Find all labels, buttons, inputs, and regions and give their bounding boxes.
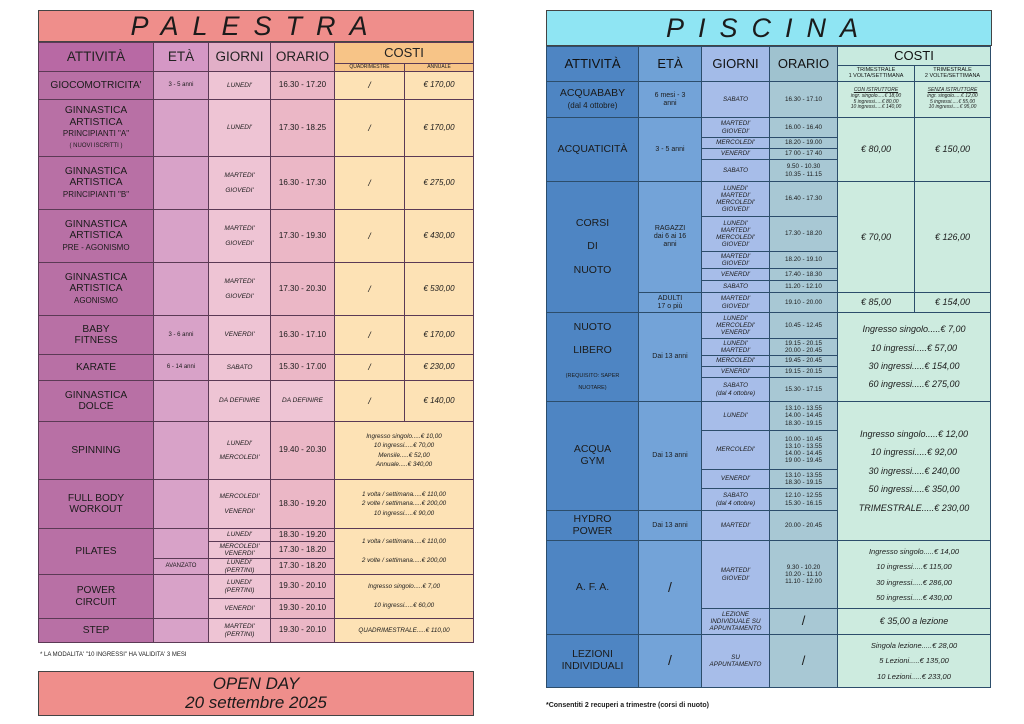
cost-trim1: € 70,00 (838, 182, 915, 293)
age (154, 619, 209, 643)
table-row (39, 100, 474, 157)
days: SABATO (209, 355, 271, 381)
cost-list: 1 volta / settimana.....€ 110,00 2 volte / settimana.....€ 200,00 10 ingressi.....€ 90,00 (335, 480, 474, 529)
table-row (39, 619, 474, 643)
header-costi: COSTI (838, 47, 991, 66)
palestra-header-row (39, 43, 474, 64)
table-row (39, 355, 474, 381)
time: 17 00 - 17 40 (770, 149, 838, 160)
days: LUNEDI' MARTEDI' MERCOLEDI' GIOVEDI' (702, 217, 770, 252)
days: LUNEDI' (PERTINI) (209, 575, 271, 599)
cost-list: Ingresso singolo.....€ 14,00 10 ingressi.....€ 115,00 30 ingressi.....€ 286,00 50 ingressi.....€ 430,00 (838, 541, 991, 609)
days: MARTEDI' GIOVEDI' (702, 118, 770, 138)
activity-name: GINNASTICA ARTISTICA PRE - AGONISMO (39, 210, 154, 263)
time: 12.10 - 12.55 15.30 - 16.15 (770, 489, 838, 511)
cost-annuale: € 170,00 (405, 72, 474, 100)
age: 3 - 5 anni (639, 118, 702, 182)
cost-annuale: € 275,00 (405, 157, 474, 210)
open-day-label: OPEN DAY (212, 673, 300, 693)
cost-trim2: € 126,00 (915, 182, 991, 293)
age (154, 381, 209, 422)
cost-trim2: € 154,00 (915, 293, 991, 313)
time: 19.45 - 20.45 (770, 356, 838, 367)
age: RAGAZZI dai 6 ai 16 anni (639, 182, 702, 293)
table-row (39, 210, 474, 263)
activity-name: ACQUA GYM (547, 402, 639, 511)
days: MARTEDI' (PERTINI) (209, 619, 271, 643)
cost-quadrimestre: / (335, 381, 405, 422)
palestra-note: * LA MODALITA' "10 INGRESSI" HA VALIDITA' 3 MESI (40, 652, 187, 658)
time: 18.30 - 19.20 (271, 529, 335, 542)
days: LUNEDI' (702, 402, 770, 431)
age (154, 575, 209, 619)
cost-quadrimestre: / (335, 316, 405, 355)
cost-quadrimestre: / (335, 263, 405, 316)
time: 16.30 - 17.10 (271, 316, 335, 355)
time: 16.30 - 17.10 (770, 82, 838, 118)
days: MARTEDI' GIOVEDI' (209, 263, 271, 316)
time: 16.40 - 17.30 (770, 182, 838, 217)
cost-trim1: € 85,00 (838, 293, 915, 313)
activity-name: A. F. A. (547, 541, 639, 635)
time: 10.00 - 10.45 13.10 - 13.55 14.00 - 14.45 19 00 - 19.45 (770, 431, 838, 470)
header-giorni: GIORNI (209, 43, 271, 72)
table-row (39, 157, 474, 210)
table-row (547, 541, 991, 609)
table-row (547, 635, 991, 688)
age: 3 - 6 anni (154, 316, 209, 355)
days: VENERDI' (702, 149, 770, 160)
time: 19.15 - 20.15 (770, 367, 838, 378)
time: 15.30 - 17.15 (770, 378, 838, 402)
cost-list: Ingresso singolo.....€ 7,00 10 ingressi.....€ 60,00 (335, 575, 474, 619)
days: VENERDI' (702, 367, 770, 378)
table-row (39, 381, 474, 422)
age: / (639, 635, 702, 688)
table-row (547, 402, 991, 431)
days: LUNEDI' (209, 100, 271, 157)
age: Dai 13 anni (639, 402, 702, 511)
time: 17.30 - 20.30 (271, 263, 335, 316)
days: MARTEDI' (702, 511, 770, 541)
activity-name: ACQUATICITÀ (547, 118, 639, 182)
age (154, 480, 209, 529)
days: MERCOLEDI' (702, 431, 770, 470)
days: VENERDI' (702, 470, 770, 489)
time: DA DEFINIRE (271, 381, 335, 422)
time: 18.20 - 19.10 (770, 252, 838, 269)
age: AVANZATO (154, 559, 209, 575)
days: MARTEDI' GIOVEDI' (702, 541, 770, 609)
header-costi: COSTI (335, 43, 474, 64)
time: 19.30 - 20.10 (271, 575, 335, 599)
piscina-header-row (547, 47, 991, 66)
header-eta: ETÀ (154, 43, 209, 72)
time: 9.30 - 10.20 10.20 - 11.10 11.10 - 12.00 (770, 541, 838, 609)
days: LEZIONE INDIVIDUALE SU APPUNTAMENTO (702, 609, 770, 635)
days: SABATO (702, 82, 770, 118)
table-row (547, 82, 991, 118)
table-row (39, 316, 474, 355)
cost-quadrimestre: / (335, 355, 405, 381)
cost-trim2: € 150,00 (915, 118, 991, 182)
table-row (39, 263, 474, 316)
cost-annuale: € 430,00 (405, 210, 474, 263)
activity-name: PILATES (39, 529, 154, 575)
cost-annuale: € 170,00 (405, 100, 474, 157)
header-annuale: ANNUALE (405, 64, 474, 72)
days: LUNEDI' MERCOLEDI' (209, 422, 271, 480)
activity-name: GIOCOMOTRICITA' (39, 72, 154, 100)
days: SABATO (dal 4 ottobre) (702, 489, 770, 511)
time: 19.30 - 20.10 (271, 599, 335, 619)
cost-quadrimestre: / (335, 72, 405, 100)
days: LUNEDI' MARTEDI' MERCOLEDI' GIOVEDI' (702, 182, 770, 217)
header-trim2: TRIMESTRALE 2 VOLTE/SETTIMANA (915, 66, 991, 82)
time: 19.15 - 20.15 20.00 - 20.45 (770, 339, 838, 356)
activity-name: GINNASTICA ARTISTICA PRINCIPIANTI "A" ( NUOVI ISCRITTI ) (39, 100, 154, 157)
age: / (639, 541, 702, 635)
header-eta: ETÀ (639, 47, 702, 82)
open-day-banner (38, 671, 474, 716)
age: Dai 13 anni (639, 511, 702, 541)
days: MARTEDI' GIOVEDI' (702, 293, 770, 313)
time: 15.30 - 17.00 (271, 355, 335, 381)
time: 17.30 - 18.20 (271, 559, 335, 575)
activity-name: GINNASTICA DOLCE (39, 381, 154, 422)
time: 19.10 - 20.00 (770, 293, 838, 313)
days: VENERDI' (702, 269, 770, 281)
cost-annuale: € 170,00 (405, 316, 474, 355)
table-row (547, 182, 991, 217)
days: LUNEDI' (209, 529, 271, 542)
days: MARTEDI' GIOVEDI' (209, 157, 271, 210)
activity-name: GINNASTICA ARTISTICA AGONISMO (39, 263, 154, 316)
activity-name: CORSI DI NUOTO (547, 182, 639, 313)
age (154, 529, 209, 559)
time: / (770, 609, 838, 635)
time: 11.20 - 12.10 (770, 281, 838, 293)
age (154, 100, 209, 157)
age: 6 - 14 anni (154, 355, 209, 381)
days: MERCOLEDI' VENERDI' (209, 480, 271, 529)
table-row (39, 422, 474, 480)
time: 17.30 - 18.20 (271, 542, 335, 559)
days: VENERDI' (209, 316, 271, 355)
age: ADULTI 17 o più (639, 293, 702, 313)
days: VENERDI' (209, 599, 271, 619)
age: 6 mesi - 3 anni (639, 82, 702, 118)
activity-name: STEP (39, 619, 154, 643)
time: / (770, 635, 838, 688)
age (154, 422, 209, 480)
header-giorni: GIORNI (702, 47, 770, 82)
days: SU APPUNTAMENTO (702, 635, 770, 688)
piscina-title: PISCINA (546, 10, 992, 46)
activity-name: HYDRO POWER (547, 511, 639, 541)
age (154, 263, 209, 316)
age: Dai 13 anni (639, 313, 702, 402)
days: SABATO (dal 4 ottobre) (702, 378, 770, 402)
days: LUNEDI' MARTEDI' (702, 339, 770, 356)
cost-annuale: € 140,00 (405, 381, 474, 422)
days: LUNEDI' MERCOLEDI' VENERDI' (702, 313, 770, 339)
piscina-note: *Consentiti 2 recuperi a trimestre (corsi di nuoto) (546, 702, 709, 709)
time: 18.20 - 19.00 (770, 138, 838, 149)
time: 17.30 - 19.30 (271, 210, 335, 263)
days: MARTEDI' GIOVEDI' (702, 252, 770, 269)
cost-list: Ingresso singolo.....€ 12,00 10 ingressi.....€ 92,00 30 ingressi.....€ 240,00 50 ingressi.....€ 350,00 TRIMESTRALE.....€ 230,00 (838, 402, 991, 541)
table-row (547, 313, 991, 339)
days: MERCOLEDI' (702, 356, 770, 367)
days: LUNEDI' (209, 72, 271, 100)
activity-name: NUOTO LIBERO (REQUISITO: SAPER NUOTARE) (547, 313, 639, 402)
days: MERCOLEDI' VENERDI' (209, 542, 271, 559)
activity-name: LEZIONI INDIVIDUALI (547, 635, 639, 688)
age (154, 157, 209, 210)
cost-list: QUADRIMESTRALE.....€ 110,00 (335, 619, 474, 643)
cost-con-istruttore: CON ISTRUTTORE ingr. singolo.....€ 18,00 5 ingressi.....€ 80,00 10 ingressi.....€ 140,00 (838, 82, 915, 118)
activity-name: GINNASTICA ARTISTICA PRINCIPIANTI "B" (39, 157, 154, 210)
cost-list: 1 volta / settimana.....€ 110,00 2 volte / settimana.....€ 200,00 (335, 529, 474, 575)
time: 19.30 - 20.10 (271, 619, 335, 643)
cost-annuale: € 530,00 (405, 263, 474, 316)
activity-name: FULL BODY WORKOUT (39, 480, 154, 529)
header-orario: ORARIO (770, 47, 838, 82)
header-attivita: ATTIVITÀ (547, 47, 639, 82)
time: 17.30 - 18.25 (271, 100, 335, 157)
cost-senza-istruttore: SENZA ISTRUTTORE ingr. singolo.....€ 12,00 5 ingressi.....€ 55,00 10 ingressi.....€ 95,00 (915, 82, 991, 118)
age (154, 210, 209, 263)
time: 16.30 - 17.20 (271, 72, 335, 100)
activity-name: SPINNING (39, 422, 154, 480)
table-row (39, 480, 474, 529)
open-day-date: 20 settembre 2025 (185, 692, 327, 712)
time: 9.50 - 10.30 10.35 - 11.15 (770, 160, 838, 182)
cost-lezione: € 35,00 a lezione (838, 609, 991, 635)
time: 10.45 - 12.45 (770, 313, 838, 339)
days: DA DEFINIRE (209, 381, 271, 422)
days: LUNEDI' (PERTINI) (209, 559, 271, 575)
cost-trim1: € 80,00 (838, 118, 915, 182)
table-row (39, 575, 474, 599)
time: 16.00 - 16.40 (770, 118, 838, 138)
cost-annuale: € 230,00 (405, 355, 474, 381)
time: 16.30 - 17.30 (271, 157, 335, 210)
header-orario: ORARIO (271, 43, 335, 72)
header-trim1: TRIMESTRALE 1 VOLTA/SETTIMANA (838, 66, 915, 82)
time: 17.40 - 18.30 (770, 269, 838, 281)
activity-name: KARATE (39, 355, 154, 381)
piscina-table (546, 46, 991, 688)
table-row (547, 118, 991, 138)
table-row (39, 529, 474, 542)
palestra-table (38, 42, 474, 643)
cost-quadrimestre: / (335, 100, 405, 157)
age: 3 - 5 anni (154, 72, 209, 100)
activity-name: BABY FITNESS (39, 316, 154, 355)
time: 20.00 - 20.45 (770, 511, 838, 541)
time: 13.10 - 13.55 14.00 - 14.45 18.30 - 19.15 (770, 402, 838, 431)
days: SABATO (702, 281, 770, 293)
time: 18.30 - 19.20 (271, 480, 335, 529)
palestra-title: PALESTRA (38, 10, 474, 42)
activity-name: POWER CIRCUIT (39, 575, 154, 619)
days: MERCOLEDI' (702, 138, 770, 149)
cost-list: Ingresso singolo.....€ 10,00 10 ingressi.....€ 70,00 Mensile.....€ 52,00 Annuale.....€ 340,00 (335, 422, 474, 480)
time: 13.10 - 13.55 18.30 - 19.15 (770, 470, 838, 489)
time: 19.40 - 20.30 (271, 422, 335, 480)
cost-quadrimestre: / (335, 210, 405, 263)
table-row (39, 72, 474, 100)
header-attivita: ATTIVITÀ (39, 43, 154, 72)
cost-list: Singola lezione.....€ 28,00 5 Lezioni.....€ 135,00 10 Lezioni.....€ 233,00 (838, 635, 991, 688)
activity-name: ACQUABABY (dal 4 ottobre) (547, 82, 639, 118)
header-quadrimestre: QUADRIMESTRE (335, 64, 405, 72)
days: SABATO (702, 160, 770, 182)
time: 17.30 - 18.20 (770, 217, 838, 252)
cost-list: Ingresso singolo.....€ 7,00 10 ingressi.....€ 57,00 30 ingressi.....€ 154,00 60 ingressi.....€ 275,00 (838, 313, 991, 402)
cost-quadrimestre: / (335, 157, 405, 210)
days: MARTEDI' GIOVEDI' (209, 210, 271, 263)
